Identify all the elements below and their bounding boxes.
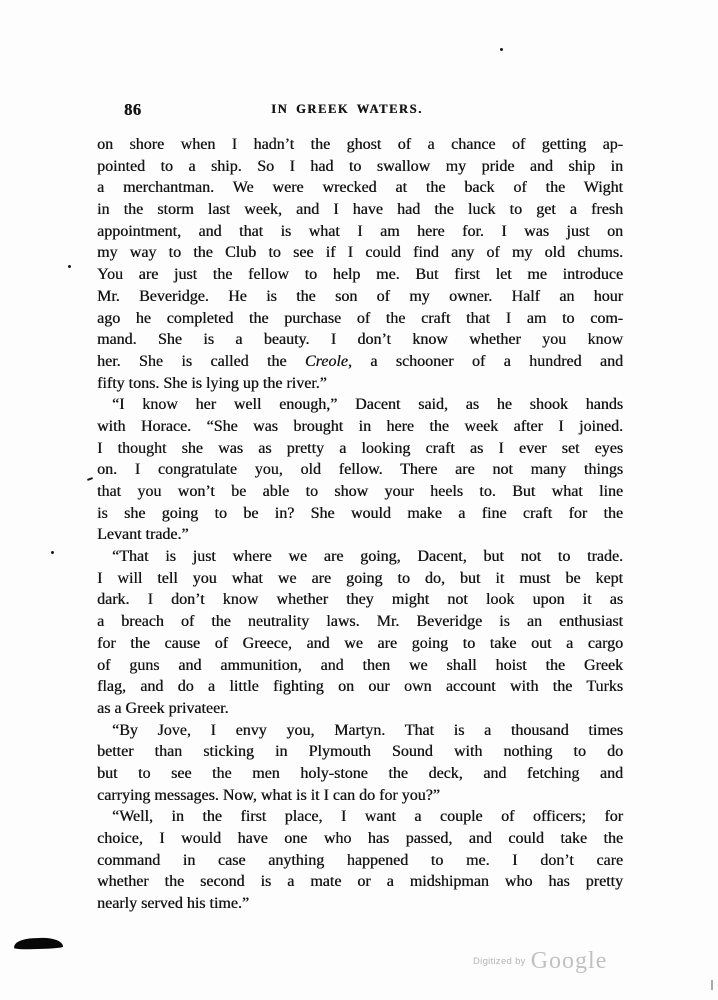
text-line: as a Greek privateer. — [97, 699, 229, 717]
text-line: I will tell you what we are going to do, but it must be kept — [97, 569, 623, 587]
text-line: my way to the Club to see if I could find any of my old chums. — [97, 244, 623, 262]
text-line: mand. She is a beauty. I don’t know whether you know — [97, 331, 623, 349]
text-line: command in case anything happened to me. I don’t care — [97, 851, 623, 869]
running-title: IN GREEK WATERS. — [271, 102, 423, 116]
text-line: fifty tons. She is lying up the river.” — [97, 374, 327, 392]
text-segment: , a schooner of a hundred and — [347, 352, 623, 370]
digitization-watermark — [473, 948, 607, 975]
text-line: Levant trade.” — [97, 526, 189, 544]
text-line: is she going to be in? She would make a fine craft for the — [97, 504, 623, 522]
text-line: “That is just where we are going, Dacent, but not to trade. — [112, 548, 623, 566]
ink-smudge — [14, 937, 63, 950]
text-line-with-ship-name — [97, 351, 623, 373]
text-line: flag, and do a little fighting on our own account with the Turks — [97, 678, 623, 696]
text-segment: her. She is called the — [97, 352, 305, 370]
text-line: pointed to a ship. So I had to swallow my pride and ship in — [97, 157, 623, 175]
text-line: choice, I would have one who has passed, and could take the — [97, 830, 623, 847]
text-line: I thought she was as pretty a looking craft as I ever set eyes — [97, 439, 623, 457]
text-line: nearly served his time.” — [97, 895, 249, 913]
text-line: that you won’t be able to show your heels to. But what line — [97, 483, 623, 500]
text-line: “I know her well enough,” Dacent said, as he shook hands — [112, 396, 623, 414]
text-line: a merchantman. We were wrecked at the back of the Wight — [97, 179, 623, 197]
scan-speck — [68, 265, 71, 268]
text-line: with Horace. “She was brought in here the week after I joined. — [97, 417, 623, 435]
text-line: on. I congratulate you, old fellow. There are not many things — [97, 461, 623, 479]
google-logo: Google — [530, 948, 608, 974]
scan-speck — [51, 551, 54, 554]
text-line: of guns and ammunition, and then we shall hoist the Greek — [97, 656, 623, 674]
page-edge-mark — [711, 980, 713, 990]
text-line: on shore when I hadn’t the ghost of a chance of getting ap- — [97, 136, 623, 153]
text-line: whether the second is a mate or a midshipman who has pretty — [97, 873, 623, 891]
text-line: “Well, in the first place, I want a couple of officers; for — [112, 808, 623, 826]
text-line: carrying messages. Now, what is it I can do for you?” — [97, 786, 440, 804]
text-line: better than sticking in Plymouth Sound with nothing to do — [97, 743, 623, 761]
page-header — [97, 100, 623, 120]
text-line: “By Jove, I envy you, Martyn. That is a thousand times — [112, 721, 623, 739]
text-line: Mr. Beveridge. He is the son of my owner. Half an hour — [97, 287, 623, 305]
text-line: a breach of the neutrality laws. Mr. Beveridge is an enthusiast — [97, 613, 623, 631]
ship-name-italic: Creole — [304, 352, 348, 370]
digitized-by-label: Digitized by — [473, 956, 526, 967]
text-line: for the cause of Greece, and we are going to take out a cargo — [97, 634, 623, 652]
text-line: in the storm last week, and I have had the luck to get a fresh — [97, 201, 623, 219]
text-line: ago he completed the purchase of the craft that I am to com- — [97, 309, 623, 327]
text-line: You are just the fellow to help me. But first let me introduce — [97, 266, 623, 284]
page-number: 86 — [124, 100, 142, 119]
page-body — [97, 134, 623, 915]
text-line: dark. I don’t know whether they might not look upon it as — [97, 591, 623, 609]
text-line: but to see the men holy-stone the deck, and fetching and — [97, 764, 623, 782]
text-line: appointment, and that is what I am here for. I was just on — [97, 222, 623, 240]
scan-speck — [87, 477, 93, 481]
scan-speck — [500, 48, 503, 51]
